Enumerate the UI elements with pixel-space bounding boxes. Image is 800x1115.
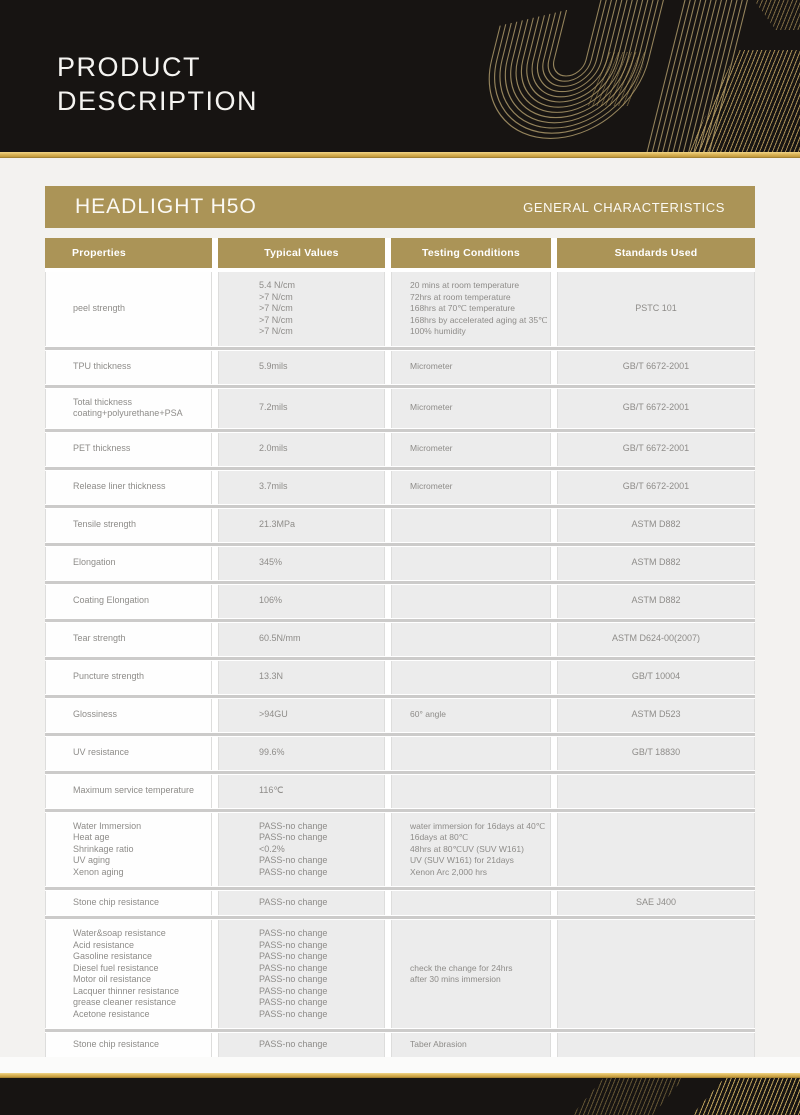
- cell-line: Water&soap resistance: [73, 928, 166, 938]
- table-row: [45, 351, 755, 384]
- cell-line: 116℃: [259, 785, 284, 796]
- cell-typical: [218, 737, 385, 770]
- cell-testing: [391, 775, 551, 808]
- row-divider: [45, 505, 755, 508]
- cell-line: >7 N/cm: [259, 314, 293, 325]
- cell-line: Water Immersion: [73, 820, 142, 831]
- cell-line: 48hrs at 80℃UV (SUV W161): [410, 843, 524, 854]
- cell-line: TPU thickness: [73, 361, 132, 372]
- cell-property: [45, 585, 212, 618]
- cell-typical: [218, 920, 385, 1028]
- cell-property: [45, 389, 212, 428]
- cell-testing: [391, 891, 551, 915]
- table-row: [45, 433, 755, 466]
- cell-line: PASS-no change: [259, 962, 328, 973]
- cell-testing: [391, 699, 551, 732]
- table-row: [45, 891, 755, 915]
- cell-property: [45, 547, 212, 580]
- cell-line: 60.5N/mm: [259, 633, 301, 644]
- cell-testing: [391, 547, 551, 580]
- cell-line: 345%: [259, 557, 283, 568]
- cell-line: UV aging: [73, 855, 111, 865]
- cell-testing: [391, 351, 551, 384]
- cell-line: >94GU: [259, 709, 288, 720]
- cell-line: Shrinkage ratio: [73, 843, 134, 854]
- row-divider: [45, 581, 755, 584]
- row-divider: [45, 429, 755, 432]
- cell-line: Gasoline resistance: [73, 951, 153, 961]
- cell-property: [45, 509, 212, 542]
- cell-line: 168hrs at 70℃ temperature: [410, 303, 515, 313]
- cell-line: Motor oil resistance: [73, 974, 152, 984]
- cell-line: 2.0mils: [259, 443, 288, 454]
- cell-line: Elongation: [73, 557, 116, 568]
- cell-property: [45, 661, 212, 694]
- cell-property: [45, 813, 212, 887]
- cell-standards: [557, 547, 755, 580]
- cell-testing: [391, 389, 551, 428]
- cell-typical: [218, 389, 385, 428]
- cell-testing: [391, 623, 551, 656]
- cell-line: GB/T 6672-2001: [622, 402, 690, 413]
- cell-line: check the change for 24hrs: [410, 962, 513, 973]
- cell-line: Acid resistance: [73, 939, 135, 950]
- row-divider: [45, 619, 755, 622]
- row-divider: [45, 887, 755, 890]
- row-divider: [45, 733, 755, 736]
- table-row: [45, 471, 755, 504]
- cell-line: after 30 mins immersion: [410, 974, 501, 984]
- cell-line: 20 mins at room temperature: [410, 280, 520, 290]
- row-divider: [45, 916, 755, 919]
- row-divider: [45, 1029, 755, 1032]
- cell-line: 3.7mils: [259, 481, 288, 492]
- table-row: [45, 699, 755, 732]
- spacer: [0, 158, 800, 186]
- cell-standards: [557, 433, 755, 466]
- cell-line: 5.9mils: [259, 361, 288, 372]
- cell-line: PASS-no change: [259, 928, 328, 938]
- cell-standards: [557, 813, 755, 887]
- table-header-row: [45, 238, 755, 268]
- cell-line: PASS-no change: [259, 997, 328, 1007]
- cell-line: Acetone resistance: [73, 1008, 150, 1019]
- cell-testing: [391, 433, 551, 466]
- cell-typical: [218, 1033, 385, 1057]
- table-row: [45, 920, 755, 1028]
- row-divider: [45, 467, 755, 470]
- cell-testing: [391, 272, 551, 346]
- cell-line: PSTC 101: [635, 303, 677, 313]
- cell-line: GB/T 6672-2001: [622, 361, 690, 372]
- product-name: HEADLIGHT H5O: [75, 195, 257, 218]
- cell-line: UV (SUV W161) for 21days: [410, 855, 514, 865]
- cell-line: Lacquer thinner resistance: [73, 985, 180, 996]
- cell-testing: [391, 920, 551, 1028]
- cell-standards: [557, 351, 755, 384]
- cell-line: <0.2%: [259, 843, 285, 854]
- cell-property: [45, 737, 212, 770]
- cell-typical: [218, 471, 385, 504]
- cell-standards: [557, 389, 755, 428]
- cell-line: PASS-no change: [259, 939, 328, 950]
- cell-typical: [218, 699, 385, 732]
- cell-line: ASTM D882: [631, 595, 681, 606]
- cell-line: coating+polyurethane+PSA: [73, 408, 183, 418]
- cell-line: 16days at 80℃: [410, 832, 469, 842]
- cell-property: [45, 1033, 212, 1057]
- cell-testing: [391, 813, 551, 887]
- cell-line: grease cleaner resistance: [73, 997, 177, 1007]
- characteristics-table: [45, 238, 755, 1061]
- table-row: [45, 813, 755, 887]
- cell-line: PASS-no change: [259, 866, 328, 877]
- cell-typical: [218, 891, 385, 915]
- cell-line: 13.3N: [259, 671, 284, 682]
- cell-line: peel strength: [73, 303, 126, 313]
- cell-line: SAE J400: [635, 897, 677, 908]
- cell-typical: [218, 775, 385, 808]
- table-row: [45, 272, 755, 346]
- cell-line: 21.3MPa: [259, 519, 296, 530]
- cell-line: Release liner thickness: [73, 481, 166, 492]
- cell-standards: [557, 891, 755, 915]
- cell-line: Glossiness: [73, 709, 118, 720]
- cell-line: Xenon Arc 2,000 hrs: [410, 866, 488, 877]
- row-divider: [45, 347, 755, 350]
- cell-typical: [218, 585, 385, 618]
- cell-line: >7 N/cm: [259, 303, 293, 313]
- section-banner: [45, 186, 755, 228]
- column-header-testing-conditions: Testing Conditions: [391, 238, 551, 268]
- cell-property: [45, 775, 212, 808]
- row-divider: [45, 809, 755, 812]
- column-header-standards-used: Standards Used: [557, 238, 755, 268]
- cell-typical: [218, 547, 385, 580]
- section-title: GENERAL CHARACTERISTICS: [523, 199, 725, 215]
- table-row: [45, 661, 755, 694]
- page-title-line1: PRODUCT: [57, 52, 201, 82]
- row-divider: [45, 543, 755, 546]
- cell-standards: [557, 509, 755, 542]
- table-row: [45, 585, 755, 618]
- table-row: [45, 775, 755, 808]
- cell-standards: [557, 623, 755, 656]
- cell-line: PASS-no change: [259, 897, 328, 908]
- cell-line: Stone chip resistance: [73, 1039, 160, 1050]
- cell-property: [45, 699, 212, 732]
- table-row: [45, 509, 755, 542]
- cell-line: PASS-no change: [259, 855, 328, 865]
- cell-line: Tear strength: [73, 633, 126, 644]
- spacer: [0, 1057, 800, 1073]
- cell-line: 99.6%: [259, 747, 285, 758]
- cell-typical: [218, 813, 385, 887]
- cell-line: GB/T 6672-2001: [622, 443, 690, 454]
- cell-property: [45, 433, 212, 466]
- cell-line: 5.4 N/cm: [259, 280, 296, 290]
- page-header: [0, 0, 800, 152]
- cell-line: Taber Abrasion: [410, 1039, 467, 1050]
- table-row: [45, 1033, 755, 1057]
- cell-typical: [218, 661, 385, 694]
- cell-standards: [557, 661, 755, 694]
- cell-line: Micrometer: [410, 402, 453, 413]
- cell-line: Micrometer: [410, 443, 453, 454]
- cell-line: 100% humidity: [410, 326, 466, 336]
- cell-line: Total thickness: [73, 396, 133, 407]
- cell-line: 72hrs at room temperature: [410, 291, 511, 302]
- cell-line: ASTM D523: [631, 709, 681, 720]
- cell-property: [45, 891, 212, 915]
- cell-standards: [557, 775, 755, 808]
- cell-line: Heat age: [73, 832, 110, 842]
- cell-line: PASS-no change: [259, 820, 328, 831]
- cell-property: [45, 351, 212, 384]
- cell-property: [45, 272, 212, 346]
- cell-line: GB/T 6672-2001: [622, 481, 690, 492]
- table-row: [45, 547, 755, 580]
- cell-standards: [557, 1033, 755, 1057]
- cell-line: Diesel fuel resistance: [73, 962, 159, 973]
- cell-line: Stone chip resistance: [73, 897, 160, 908]
- page-footer: [0, 1078, 800, 1115]
- cell-standards: [557, 920, 755, 1028]
- cell-typical: [218, 623, 385, 656]
- cell-standards: [557, 699, 755, 732]
- table-row: [45, 623, 755, 656]
- cell-line: 7.2mils: [259, 402, 288, 413]
- cell-line: Puncture strength: [73, 671, 145, 682]
- cell-line: Micrometer: [410, 361, 453, 372]
- cell-line: 168hrs by accelerated aging at 35℃: [410, 314, 548, 325]
- cell-line: Micrometer: [410, 481, 453, 492]
- table-body: [45, 272, 755, 1061]
- cell-line: ASTM D882: [631, 519, 681, 530]
- cell-line: UV resistance: [73, 747, 130, 758]
- cell-line: PASS-no change: [259, 1039, 328, 1050]
- cell-line: 60° angle: [410, 709, 447, 720]
- cell-line: GB/T 18830: [631, 747, 681, 758]
- page-title: [57, 50, 258, 118]
- cell-line: ASTM D882: [631, 557, 681, 568]
- cell-line: PET thickness: [73, 443, 131, 454]
- cell-line: 106%: [259, 595, 283, 606]
- cell-typical: [218, 272, 385, 346]
- cell-line: PASS-no change: [259, 985, 328, 996]
- diagonal-hatch-decor: [692, 1078, 800, 1115]
- cell-testing: [391, 509, 551, 542]
- row-divider: [45, 695, 755, 698]
- cell-standards: [557, 737, 755, 770]
- row-divider: [45, 771, 755, 774]
- cell-line: PASS-no change: [259, 951, 328, 961]
- cell-line: ASTM D624-00(2007): [611, 633, 701, 644]
- column-header-typical-values: Typical Values: [218, 238, 385, 268]
- cell-testing: [391, 737, 551, 770]
- cell-line: Xenon aging: [73, 866, 124, 877]
- cell-standards: [557, 471, 755, 504]
- column-header-properties: Properties: [45, 238, 212, 268]
- cell-testing: [391, 661, 551, 694]
- cell-typical: [218, 433, 385, 466]
- cell-line: PASS-no change: [259, 1008, 328, 1019]
- cell-line: Tensile strength: [73, 519, 137, 530]
- cell-testing: [391, 1033, 551, 1057]
- cell-typical: [218, 351, 385, 384]
- cell-typical: [218, 509, 385, 542]
- row-divider: [45, 385, 755, 388]
- cell-line: >7 N/cm: [259, 326, 293, 336]
- cell-testing: [391, 585, 551, 618]
- cell-line: PASS-no change: [259, 832, 328, 842]
- cell-line: PASS-no change: [259, 974, 328, 984]
- cell-property: [45, 623, 212, 656]
- content: [45, 186, 755, 1061]
- cell-line: water immersion for 16days at 40℃: [410, 820, 546, 831]
- cell-line: Coating Elongation: [73, 595, 150, 606]
- diagonal-hatch-decor: [572, 1078, 684, 1115]
- table-row: [45, 737, 755, 770]
- cell-testing: [391, 471, 551, 504]
- cell-line: >7 N/cm: [259, 291, 293, 302]
- cell-standards: [557, 585, 755, 618]
- cell-property: [45, 471, 212, 504]
- cell-standards: [557, 272, 755, 346]
- spacer: [45, 228, 755, 238]
- cell-property: [45, 920, 212, 1028]
- cell-line: Maximum service temperature: [73, 785, 195, 796]
- row-divider: [45, 657, 755, 660]
- cell-line: GB/T 10004: [631, 671, 681, 682]
- page-title-line2: DESCRIPTION: [57, 86, 259, 116]
- table-row: [45, 389, 755, 428]
